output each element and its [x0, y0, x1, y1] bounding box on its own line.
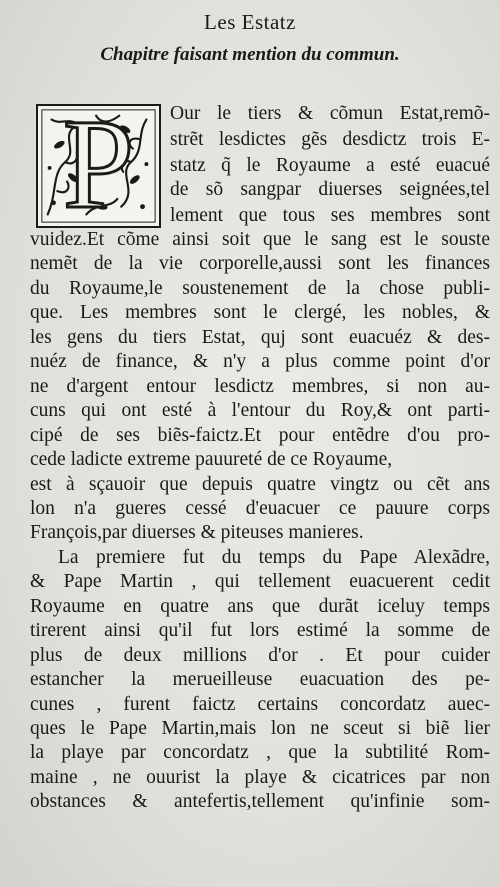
text-line: plus de deux millions d'or . Et pour cuider: [30, 644, 490, 666]
text-line: cede ladicte extreme pauureté de ce Royaume,: [30, 449, 393, 471]
text-line: tirerent ainsi qu'il fut lors estimé la somme de: [30, 620, 490, 642]
text-line: de sõ sangpar diuerses seignées,tel: [170, 179, 490, 200]
text-line: lon n'a gueres cessé d'euacuer ce pauure corps: [30, 497, 490, 519]
text-line: lement que tous ses membres sont: [170, 205, 490, 226]
drop-cap-letter: P: [62, 93, 135, 235]
text-line: est à sçauoir que depuis quatre vingtz ou cẽt ans: [30, 473, 490, 495]
text-line: nuéz de finance, & n'y a plus comme point d'or: [30, 351, 490, 373]
text-line: cipé de ses biẽs-faictz.Et pour entẽdre d'ou pro-: [30, 424, 490, 446]
text-line: du Royaume,le soustenement de la chose publi-: [30, 277, 490, 299]
text-line: vuidez.Et cõme ainsi soit que le sang est le souste: [30, 229, 490, 250]
text-line: Royaume en quatre ans que durãt iceluy temps: [30, 595, 490, 617]
text-line: les gens du tiers Estat, quj sont euacuéz & des-: [30, 326, 490, 348]
text-line: ne d'argent entour lesdictz membres, si non au-: [30, 375, 490, 397]
drop-cap: [36, 93, 161, 235]
chapter-title: Chapitre faisant mention du commun.: [100, 44, 400, 65]
text-line: cuns qui ont esté à l'entour du Roy,& ont parti-: [30, 400, 490, 422]
running-head: Les Estatz: [204, 10, 296, 34]
text-line: obstances & antefertis,tellement qu'infinie som-: [30, 791, 490, 813]
text-line: estancher la merueilleuse euacuation des pe-: [30, 669, 490, 691]
text-line: statz q̃ le Royaume a esté euacué: [170, 155, 490, 176]
text-line: strẽt lesdictes gẽs desdictz trois E-: [170, 129, 490, 150]
text-line: La premiere fut du temps du Pape Alexãdre,: [58, 546, 490, 568]
text-line: Our le tiers & cõmun Estat,remõ-: [170, 103, 490, 124]
text-line: cunes , furent faictz certains concordatz auec-: [30, 693, 490, 715]
text-line: la playe par concordatz , que la subtilité Rom-: [30, 742, 490, 764]
text-line: François,par diuerses & piteuses manieres.: [30, 522, 364, 544]
text-line: & Pape Martin , qui tellement euacuerent cedit: [30, 571, 490, 593]
text-line: nemẽt de la vie corporelle,aussi sont les finances: [30, 253, 490, 275]
text-line: maine , ne ouurist la playe & cicatrices par non: [30, 766, 490, 788]
text-line: que. Les membres sont le clergé, les nobles, &: [30, 302, 490, 324]
text-line: ques le Pape Martin,mais lon ne sceut si biẽ lier: [30, 718, 490, 739]
